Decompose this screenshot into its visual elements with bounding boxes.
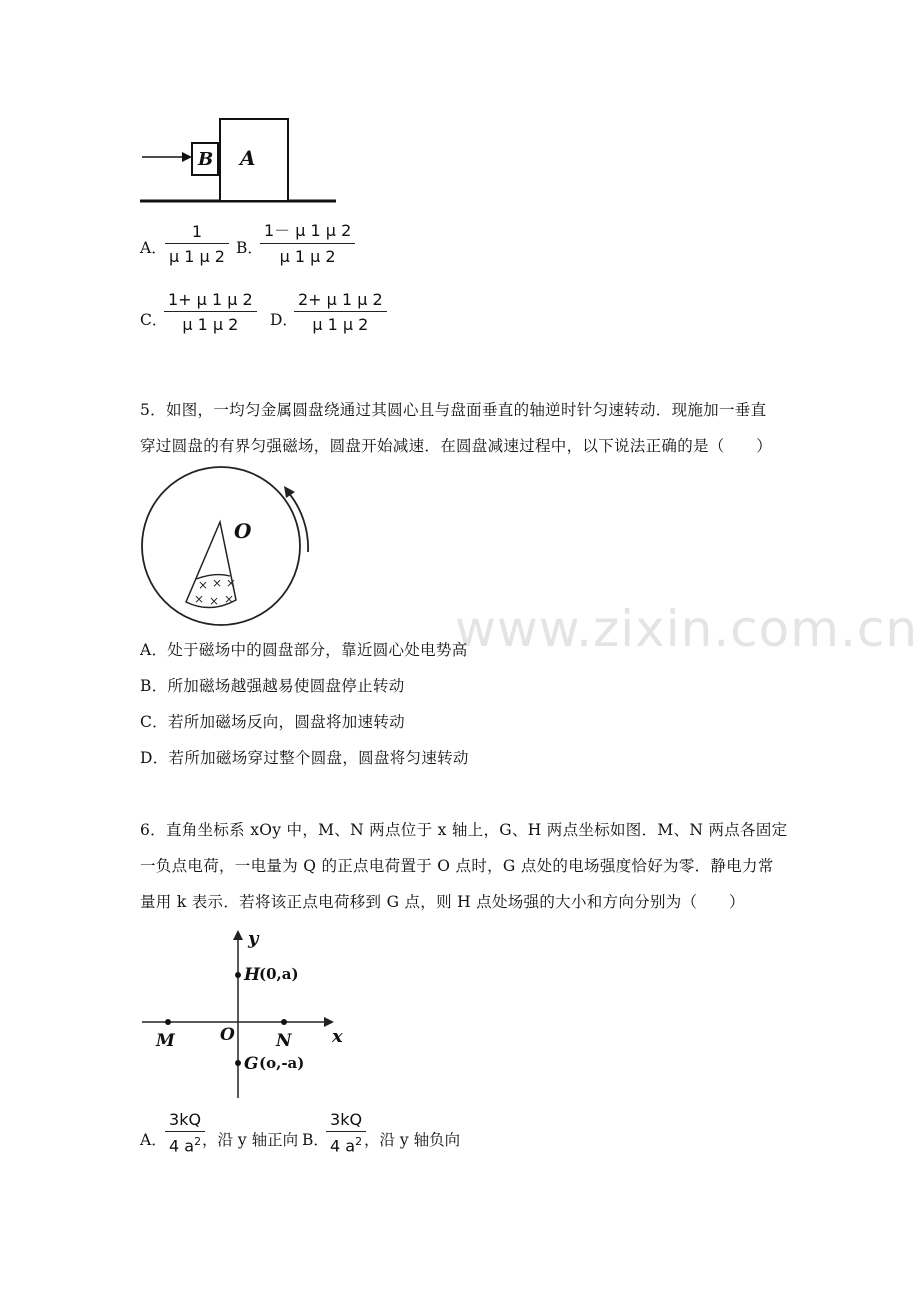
- q4-option-d-label: D．: [270, 311, 298, 329]
- denominator-base: 4 a: [330, 1136, 356, 1156]
- y-axis-arrow: [233, 930, 243, 940]
- disc-center-label: O: [234, 519, 252, 543]
- fraction-denominator: μ 1 μ 2: [279, 247, 336, 266]
- fraction-denominator: [165, 1132, 205, 1155]
- q4-option-a-label: A．: [140, 239, 167, 257]
- q5-stem-line-2: 穿过圆盘的有界匀强磁场，圆盘开始减速．在圆盘减速过程中，以下说法正确的是（ ）: [140, 437, 773, 455]
- q6-option-b-label: B．: [302, 1131, 329, 1149]
- fraction-denominator: μ 1 μ 2: [182, 315, 239, 334]
- fraction-numerator: 3kQ: [169, 1110, 202, 1129]
- block-a-label: A: [240, 146, 256, 170]
- denominator-base: 4 a: [169, 1136, 195, 1156]
- fraction-numerator: 1－ μ 1 μ 2: [264, 221, 352, 240]
- svg-text:×: ×: [224, 592, 235, 606]
- point-n: [281, 1019, 287, 1025]
- y-axis-label: y: [248, 928, 259, 949]
- point-g-coord: (o,-a): [259, 1054, 305, 1072]
- svg-text:×: ×: [209, 594, 220, 608]
- watermark: www.zixin.com.cn: [455, 600, 919, 658]
- point-g-label: G: [244, 1054, 259, 1074]
- q6-option-a-fraction: [165, 1110, 205, 1155]
- q6-stem-line-2: 一负点电荷，一电量为 Q 的正点电荷置于 O 点时，G 点处的电场强度恰好为零．静电力常: [140, 857, 774, 875]
- q4-option-a-fraction: [165, 222, 229, 266]
- q4-option-b-fraction: [260, 218, 355, 266]
- fraction-numerator: 2+ μ 1 μ 2: [298, 290, 383, 309]
- q6-option-b-direction: ，沿 y 轴负向: [364, 1131, 461, 1149]
- point-m: [165, 1019, 171, 1025]
- point-m-label: M: [156, 1031, 175, 1051]
- q6-stem-line-1: 6．直角坐标系 xOy 中，M、N 两点位于 x 轴上，G、H 两点坐标如图．M、N 两点各固定: [140, 821, 788, 839]
- q6-option-a-direction: ，沿 y 轴正向: [202, 1131, 299, 1149]
- push-arrow-head: [182, 152, 192, 162]
- q6-axes-figure: [140, 924, 352, 1100]
- svg-text:×: ×: [212, 576, 223, 590]
- block-b-label: B: [198, 149, 214, 170]
- q5-option-a: A．处于磁场中的圆盘部分，靠近圆心处电势高: [140, 641, 468, 659]
- x-axis-label: x: [332, 1026, 343, 1047]
- q5-option-b: B．所加磁场越强越易使圆盘停止转动: [140, 677, 405, 695]
- fraction-numerator: 3kQ: [330, 1110, 363, 1129]
- fraction-denominator: [326, 1132, 366, 1155]
- q4-option-b-label: B．: [236, 239, 263, 257]
- q6-stem-line-3: 量用 k 表示．若将该正点电荷移到 G 点，则 H 点处场强的大小和方向分别为（ ）: [140, 893, 745, 911]
- fraction-denominator: μ 1 μ 2: [169, 247, 225, 266]
- q4-option-c-label: C．: [140, 311, 168, 329]
- denominator-exponent: 2: [194, 1135, 202, 1148]
- point-n-label: N: [276, 1031, 292, 1051]
- fraction-numerator: 1: [191, 222, 203, 241]
- q6-option-a-label: A．: [140, 1131, 167, 1149]
- q4-option-c-fraction: [164, 290, 257, 334]
- rotation-arrow-head: [284, 486, 295, 498]
- point-h: [235, 972, 241, 978]
- q5-stem-line-1: 5．如图，一均匀金属圆盘绕通过其圆心且与盘面垂直的轴逆时针匀速转动．现施加一垂直: [140, 401, 767, 419]
- svg-text:×: ×: [194, 592, 205, 606]
- q5-disc-figure: [138, 462, 318, 630]
- q4-blocks-figure: [140, 115, 340, 207]
- fraction-numerator: 1+ μ 1 μ 2: [168, 290, 253, 309]
- origin-label: O: [220, 1025, 235, 1045]
- point-h-label: H: [244, 965, 261, 985]
- q5-option-c: C．若所加磁场反向，圆盘将加速转动: [140, 713, 405, 731]
- q5-option-d: D．若所加磁场穿过整个圆盘，圆盘将匀速转动: [140, 749, 469, 767]
- q4-option-d-fraction: [294, 290, 387, 334]
- point-h-coord: (0,a): [259, 965, 299, 983]
- denominator-exponent: 2: [355, 1135, 363, 1148]
- point-g: [235, 1060, 241, 1066]
- svg-text:×: ×: [226, 576, 237, 590]
- fraction-denominator: μ 1 μ 2: [312, 315, 369, 334]
- q6-option-b-fraction: [326, 1110, 366, 1155]
- svg-text:×: ×: [198, 578, 209, 592]
